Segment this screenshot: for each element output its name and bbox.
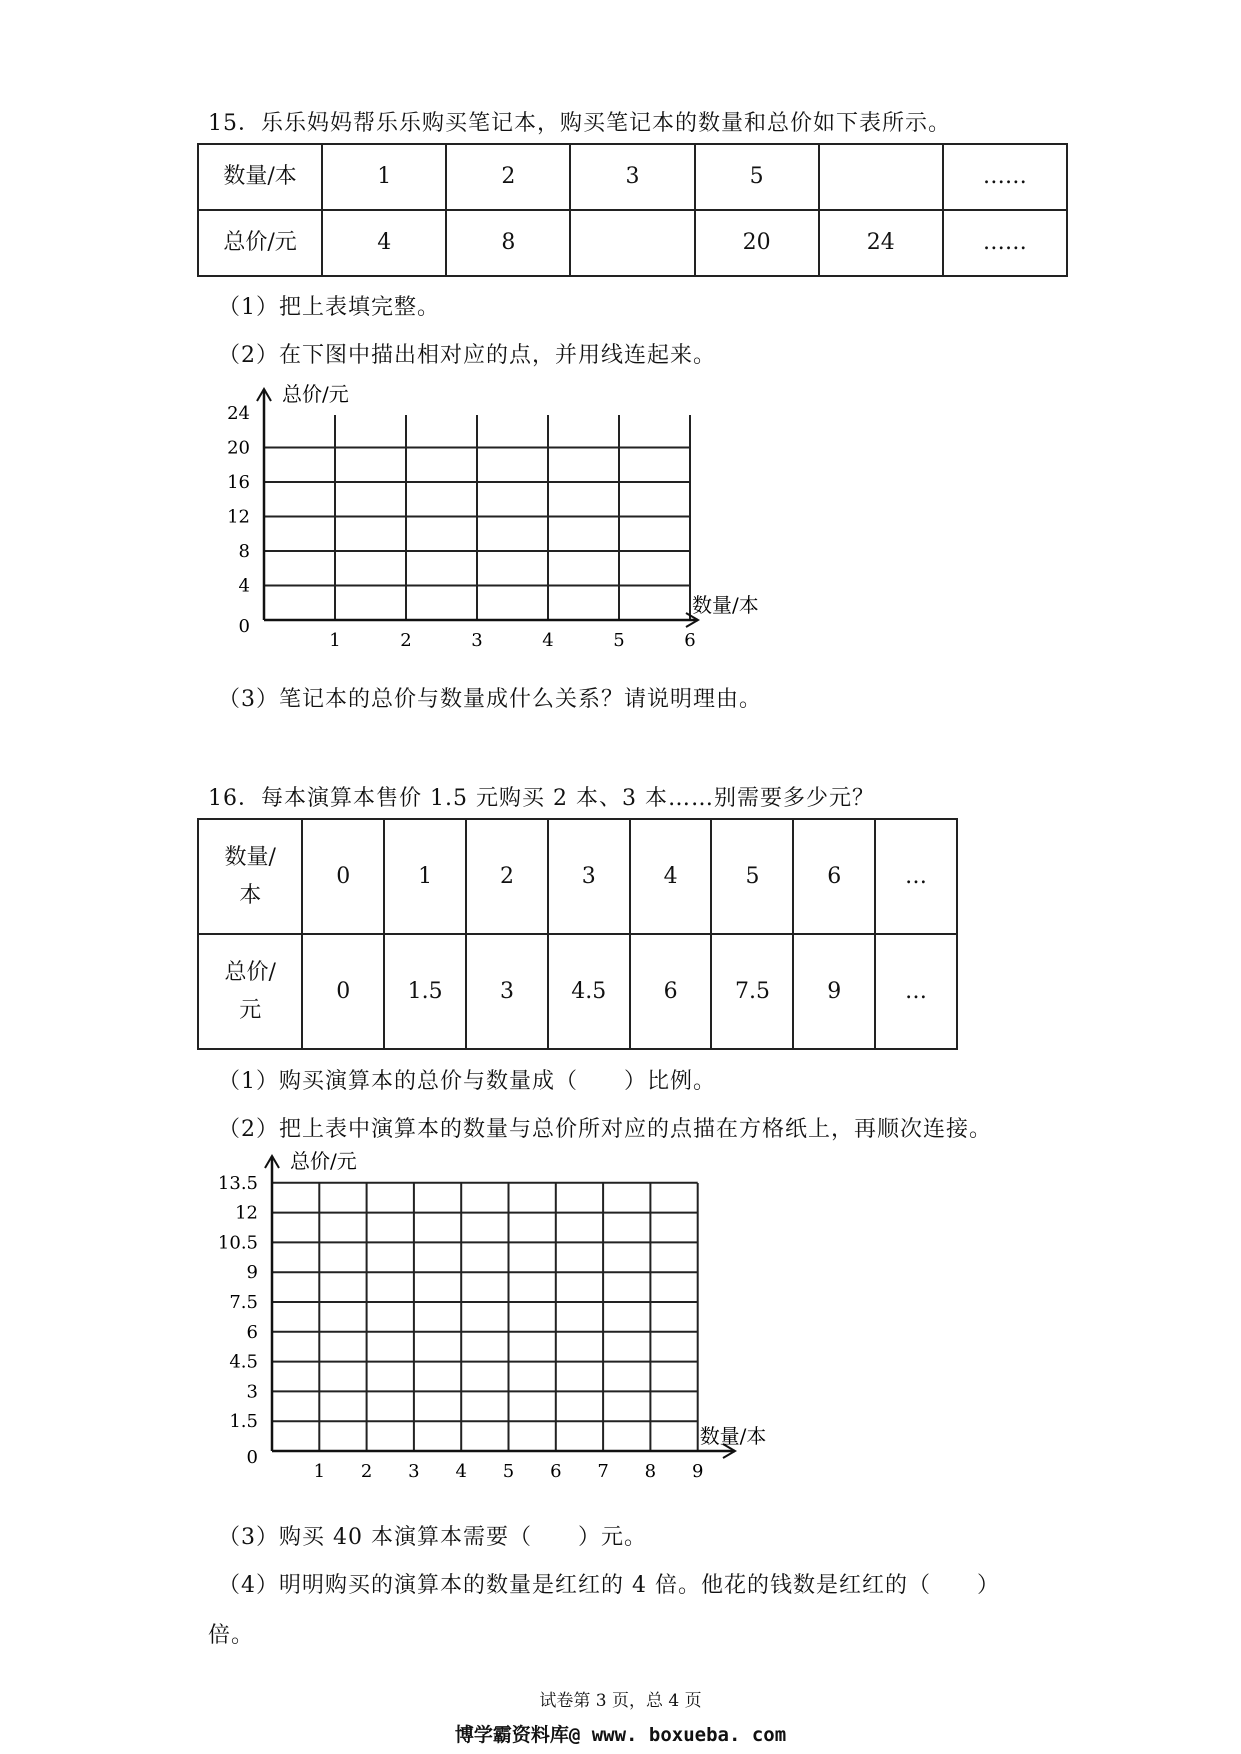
x-tick-label: 3	[408, 1461, 420, 1482]
q16-table	[197, 818, 958, 1050]
x-axis-label: 数量/本	[692, 593, 759, 617]
y-axis-label: 总价/元	[290, 1149, 357, 1173]
table-cell: 总价/元	[198, 210, 322, 276]
y-tick-label: 10.5	[217, 1232, 258, 1254]
table-cell: 2	[446, 144, 570, 210]
table-cell: 1.5	[384, 934, 466, 1049]
q16-chart	[200, 1148, 800, 1503]
table-cell: ……	[943, 210, 1067, 276]
y-tick-label: 9	[246, 1262, 258, 1284]
table-cell: 3	[548, 819, 630, 934]
q15-sub2: （2）在下图中描出相对应的点，并用线连起来。	[218, 343, 716, 368]
y-tick-label: 12	[227, 506, 250, 528]
table-cell-blank[interactable]	[570, 210, 694, 276]
q15-table	[197, 143, 1068, 277]
y-tick-label: 12	[235, 1202, 258, 1224]
x-tick-label: 4	[542, 630, 554, 651]
q15-sub1: （1）把上表填完整。	[218, 295, 440, 320]
y-tick-label: 4.5	[229, 1351, 258, 1373]
y-tick-label: 7.5	[229, 1292, 258, 1313]
page-footer: 试卷第 3 页，总 4 页	[539, 1691, 702, 1711]
table-cell: 0	[302, 819, 384, 934]
table-cell: 4.5	[548, 934, 630, 1049]
q16-sub4-tail: 倍。	[208, 1623, 255, 1648]
table-cell: 1	[322, 144, 446, 210]
table-cell-blank[interactable]	[819, 144, 943, 210]
y-tick-label: 3	[246, 1381, 258, 1403]
y-tick-label: 24	[227, 403, 250, 424]
table-cell: ……	[943, 144, 1067, 210]
y-tick-label: 13.5	[217, 1172, 258, 1194]
table-cell: 6	[630, 934, 712, 1049]
header-price-part2: 元	[239, 997, 262, 1023]
table-cell: 9	[793, 934, 875, 1049]
table-cell: 4	[322, 210, 446, 276]
q16-sub3: （3）购买 40 本演算本需要（ ）元。	[218, 1525, 647, 1550]
q16-sub2: （2）把上表中演算本的数量与总价所对应的点描在方格纸上，再顺次连接。	[218, 1117, 992, 1142]
y-tick-label: 0	[246, 1447, 258, 1468]
table-cell: 3	[466, 934, 548, 1049]
table-cell: 5	[695, 144, 819, 210]
table-cell: 8	[446, 210, 570, 276]
table-row	[198, 819, 957, 934]
q16-sub4: （4）明明购买的演算本的数量是红红的 4 倍。他花的钱数是红红的（ ）	[218, 1573, 1000, 1598]
table-cell: 6	[793, 819, 875, 934]
header-quantity-part1: 数量/	[224, 845, 276, 871]
header-price-part1: 总价/	[224, 960, 276, 986]
q15-title: 15．乐乐妈妈帮乐乐购买笔记本，购买笔记本的数量和总价如下表所示。	[208, 111, 951, 136]
table-cell: 5	[711, 819, 793, 934]
table-cell: 4	[630, 819, 712, 934]
x-tick-label: 5	[502, 1461, 515, 1482]
y-tick-label: 6	[246, 1321, 258, 1343]
x-tick-label: 9	[691, 1461, 704, 1482]
y-tick-label: 20	[227, 437, 250, 459]
table-cell: 数量/本	[198, 144, 322, 210]
x-tick-label: 6	[684, 630, 696, 651]
table-row	[198, 210, 1067, 276]
x-tick-label: 2	[360, 1461, 373, 1482]
q15-chart	[200, 375, 800, 665]
q16-title: 16．每本演算本售价 1.5 元购买 2 本、3 本……别需要多少元？	[208, 786, 875, 811]
x-tick-label: 5	[613, 630, 625, 651]
table-row	[198, 144, 1067, 210]
y-tick-label: 1.5	[229, 1411, 258, 1433]
y-tick-label: 16	[227, 472, 250, 493]
watermark-text: 博学霸资料库@ www. boxueba. com	[454, 1724, 787, 1746]
x-tick-label: 7	[597, 1461, 609, 1482]
table-cell: …	[875, 934, 957, 1049]
y-axis-label: 总价/元	[282, 382, 349, 406]
x-tick-label: 4	[455, 1461, 467, 1482]
x-tick-label: 6	[550, 1461, 562, 1482]
x-axis-label: 数量/本	[699, 1424, 767, 1448]
table-header-cell	[198, 819, 302, 934]
header-quantity-part2: 本	[239, 882, 262, 908]
table-cell: 7.5	[711, 934, 793, 1049]
table-cell: 24	[819, 210, 943, 276]
table-cell: …	[875, 819, 957, 934]
q15-sub3: （3）笔记本的总价与数量成什么关系？请说明理由。	[218, 687, 762, 712]
table-cell: 3	[570, 144, 694, 210]
table-cell: 2	[466, 819, 548, 934]
table-row	[198, 934, 957, 1049]
table-cell: 1	[384, 819, 466, 934]
y-tick-label: 4	[238, 575, 250, 597]
y-tick-label: 0	[238, 616, 250, 637]
x-tick-label: 2	[400, 630, 412, 651]
x-tick-label: 3	[471, 630, 483, 651]
table-cell: 0	[302, 934, 384, 1049]
y-tick-label: 8	[238, 541, 250, 562]
table-cell: 20	[695, 210, 819, 276]
x-tick-label: 8	[644, 1461, 657, 1482]
x-tick-label: 1	[313, 1461, 326, 1482]
x-tick-label: 1	[329, 630, 341, 651]
q16-sub1: （1）购买演算本的总价与数量成（ ）比例。	[218, 1069, 716, 1094]
table-header-cell	[198, 934, 302, 1049]
